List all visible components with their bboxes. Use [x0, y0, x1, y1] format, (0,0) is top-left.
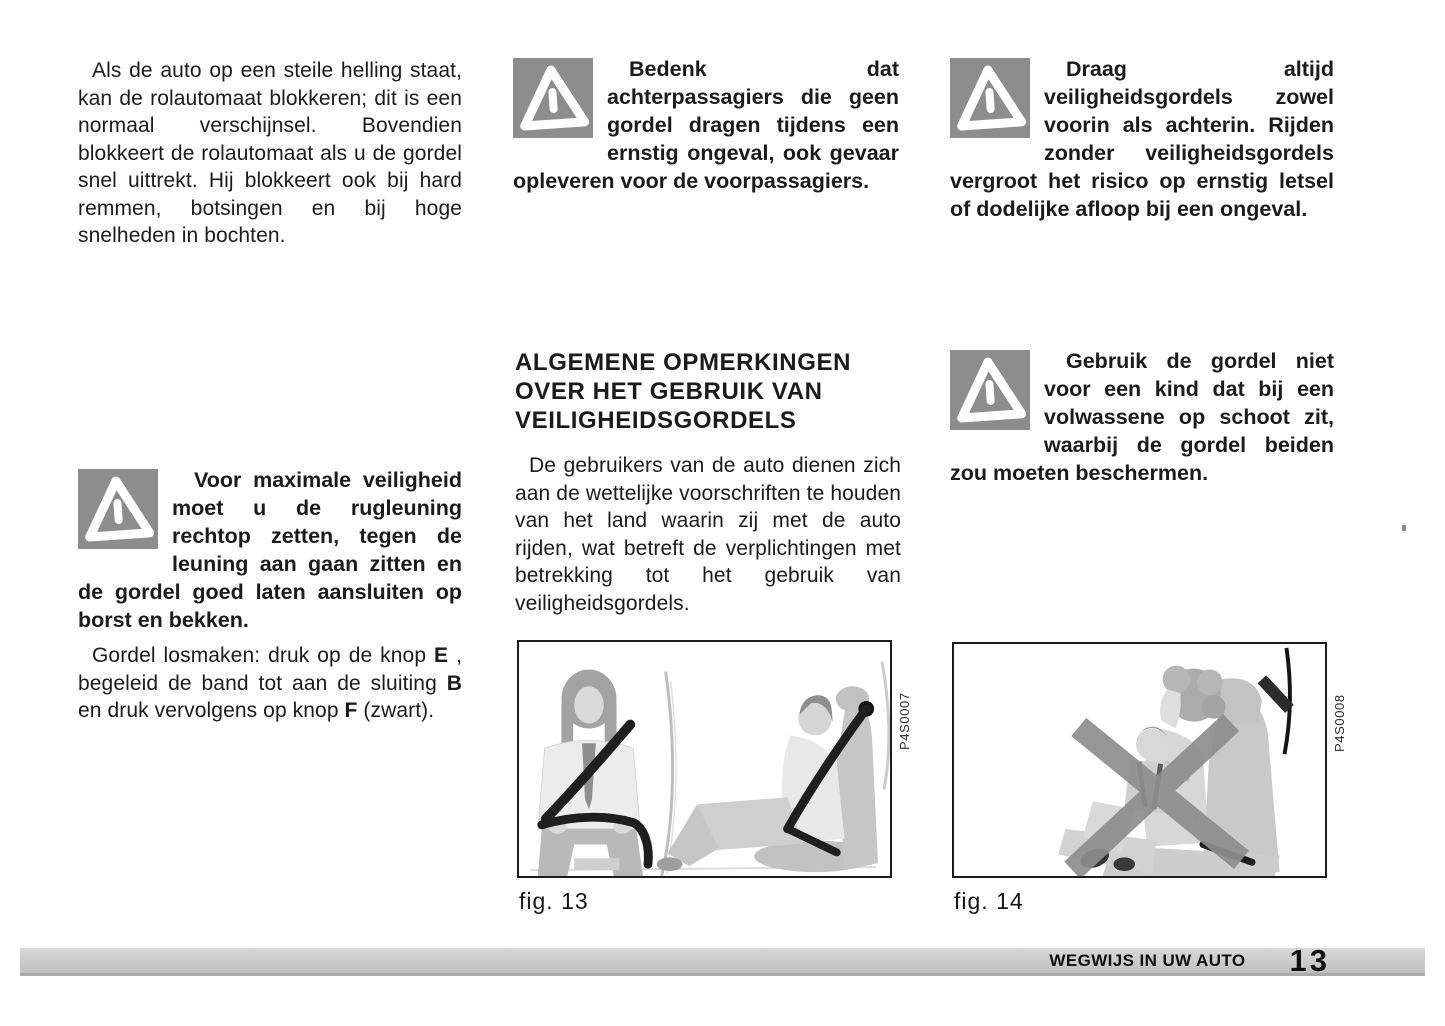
figure-13-code: P4S0007 — [897, 692, 912, 750]
warning-triangle-graphic — [950, 58, 1030, 138]
figure-13-label: fig. 13 — [519, 888, 589, 914]
release-text-segment: Gordel losmaken: druk op de knop — [92, 644, 435, 667]
warning-rear-passengers-text: Bedenk dat achterpassagiers die geen gordel dragen tijdens een ernstig ongeval, ook gevaar opleveren voor de voorpassagiers. — [513, 57, 899, 193]
button-e-label: E — [434, 644, 449, 667]
section-heading-seatbelt-use: ALGEMENE OPMERKINGEN OVER HET GEBRUIK VAN VEILIGHEIDSGORDELS — [515, 349, 852, 434]
paragraph-legal-requirements: De gebruikers van de auto dienen zich aan de wettelijke voorschriften te houden van het land waarin zij met de auto rijden, wat betreft de verplichtingen met betrekking tot het gebruik van veiligheidsgordels. — [515, 454, 901, 615]
warning-triangle-graphic — [513, 58, 593, 138]
figure-14-code: P4S0008 — [1332, 694, 1347, 752]
figure-13-image — [517, 640, 892, 878]
warning-triangle-icon — [950, 350, 1030, 430]
fig14-illustration — [954, 644, 1325, 876]
warning-block-rear-passengers — [513, 55, 899, 195]
warning-triangle-icon — [78, 469, 158, 549]
release-text-segment: en druk vervolgens op knop — [78, 699, 345, 722]
side-view-passenger — [657, 662, 889, 872]
scan-speck — [1402, 525, 1406, 531]
warning-child-lap-text: Gebruik de gordel niet voor een kind dat bij een volwassene op schoot zit, waarbij de gordel beiden zou moeten beschermen. — [950, 349, 1334, 485]
figure-14-label: fig. 14 — [954, 888, 1024, 914]
figure-14-image — [952, 642, 1327, 878]
release-text-segment: , begeleid de band tot aan de sluiting — [78, 644, 463, 695]
release-text-segment: (zwart). — [357, 699, 435, 722]
paragraph-belt-release — [78, 642, 462, 725]
warning-max-safety-text: Voor maximale veiligheid moet u de rugleuning rechtop zetten, tegen de leuning aan gaan zitten en de gordel goed laten aansluiten op borst en bekken. — [78, 468, 462, 632]
warning-block-always-wear — [950, 55, 1334, 223]
button-f-label: F — [344, 699, 358, 722]
footer-bar — [20, 943, 1425, 978]
paragraph-retractor-note: Als de auto op een steile helling staat, kan de rolautomaat blokkeren; dit is een normaal verschijnsel. Bovendien blokkeert de rolautomaat als u de gordel snel uittrekt. Hij blokkeert ook bij hard remmen, botsingen en bij hoge snelheden in bochten. — [78, 59, 462, 247]
warning-triangle-graphic — [950, 350, 1030, 430]
warning-block-max-safety — [78, 466, 462, 634]
warning-triangle-icon — [950, 58, 1030, 138]
warning-triangle-icon — [513, 58, 593, 138]
warning-triangle-graphic — [78, 469, 158, 549]
buckle-b-label: B — [446, 671, 462, 695]
warning-always-wear-text: Draag altijd veiligheidsgordels zowel voorin als achterin. Rijden zonder veiligheidsgordels vergroot het risico op ernstig letsel of dodelijke afloop bij een ongeval. — [950, 57, 1334, 221]
front-view-passenger — [538, 670, 648, 876]
fig13-illustration — [519, 642, 890, 876]
warning-block-child-lap — [950, 347, 1334, 487]
page-number: 13 — [1289, 943, 1330, 978]
footer-section-title: WEGWIJS IN UW AUTO — [1049, 950, 1246, 970]
